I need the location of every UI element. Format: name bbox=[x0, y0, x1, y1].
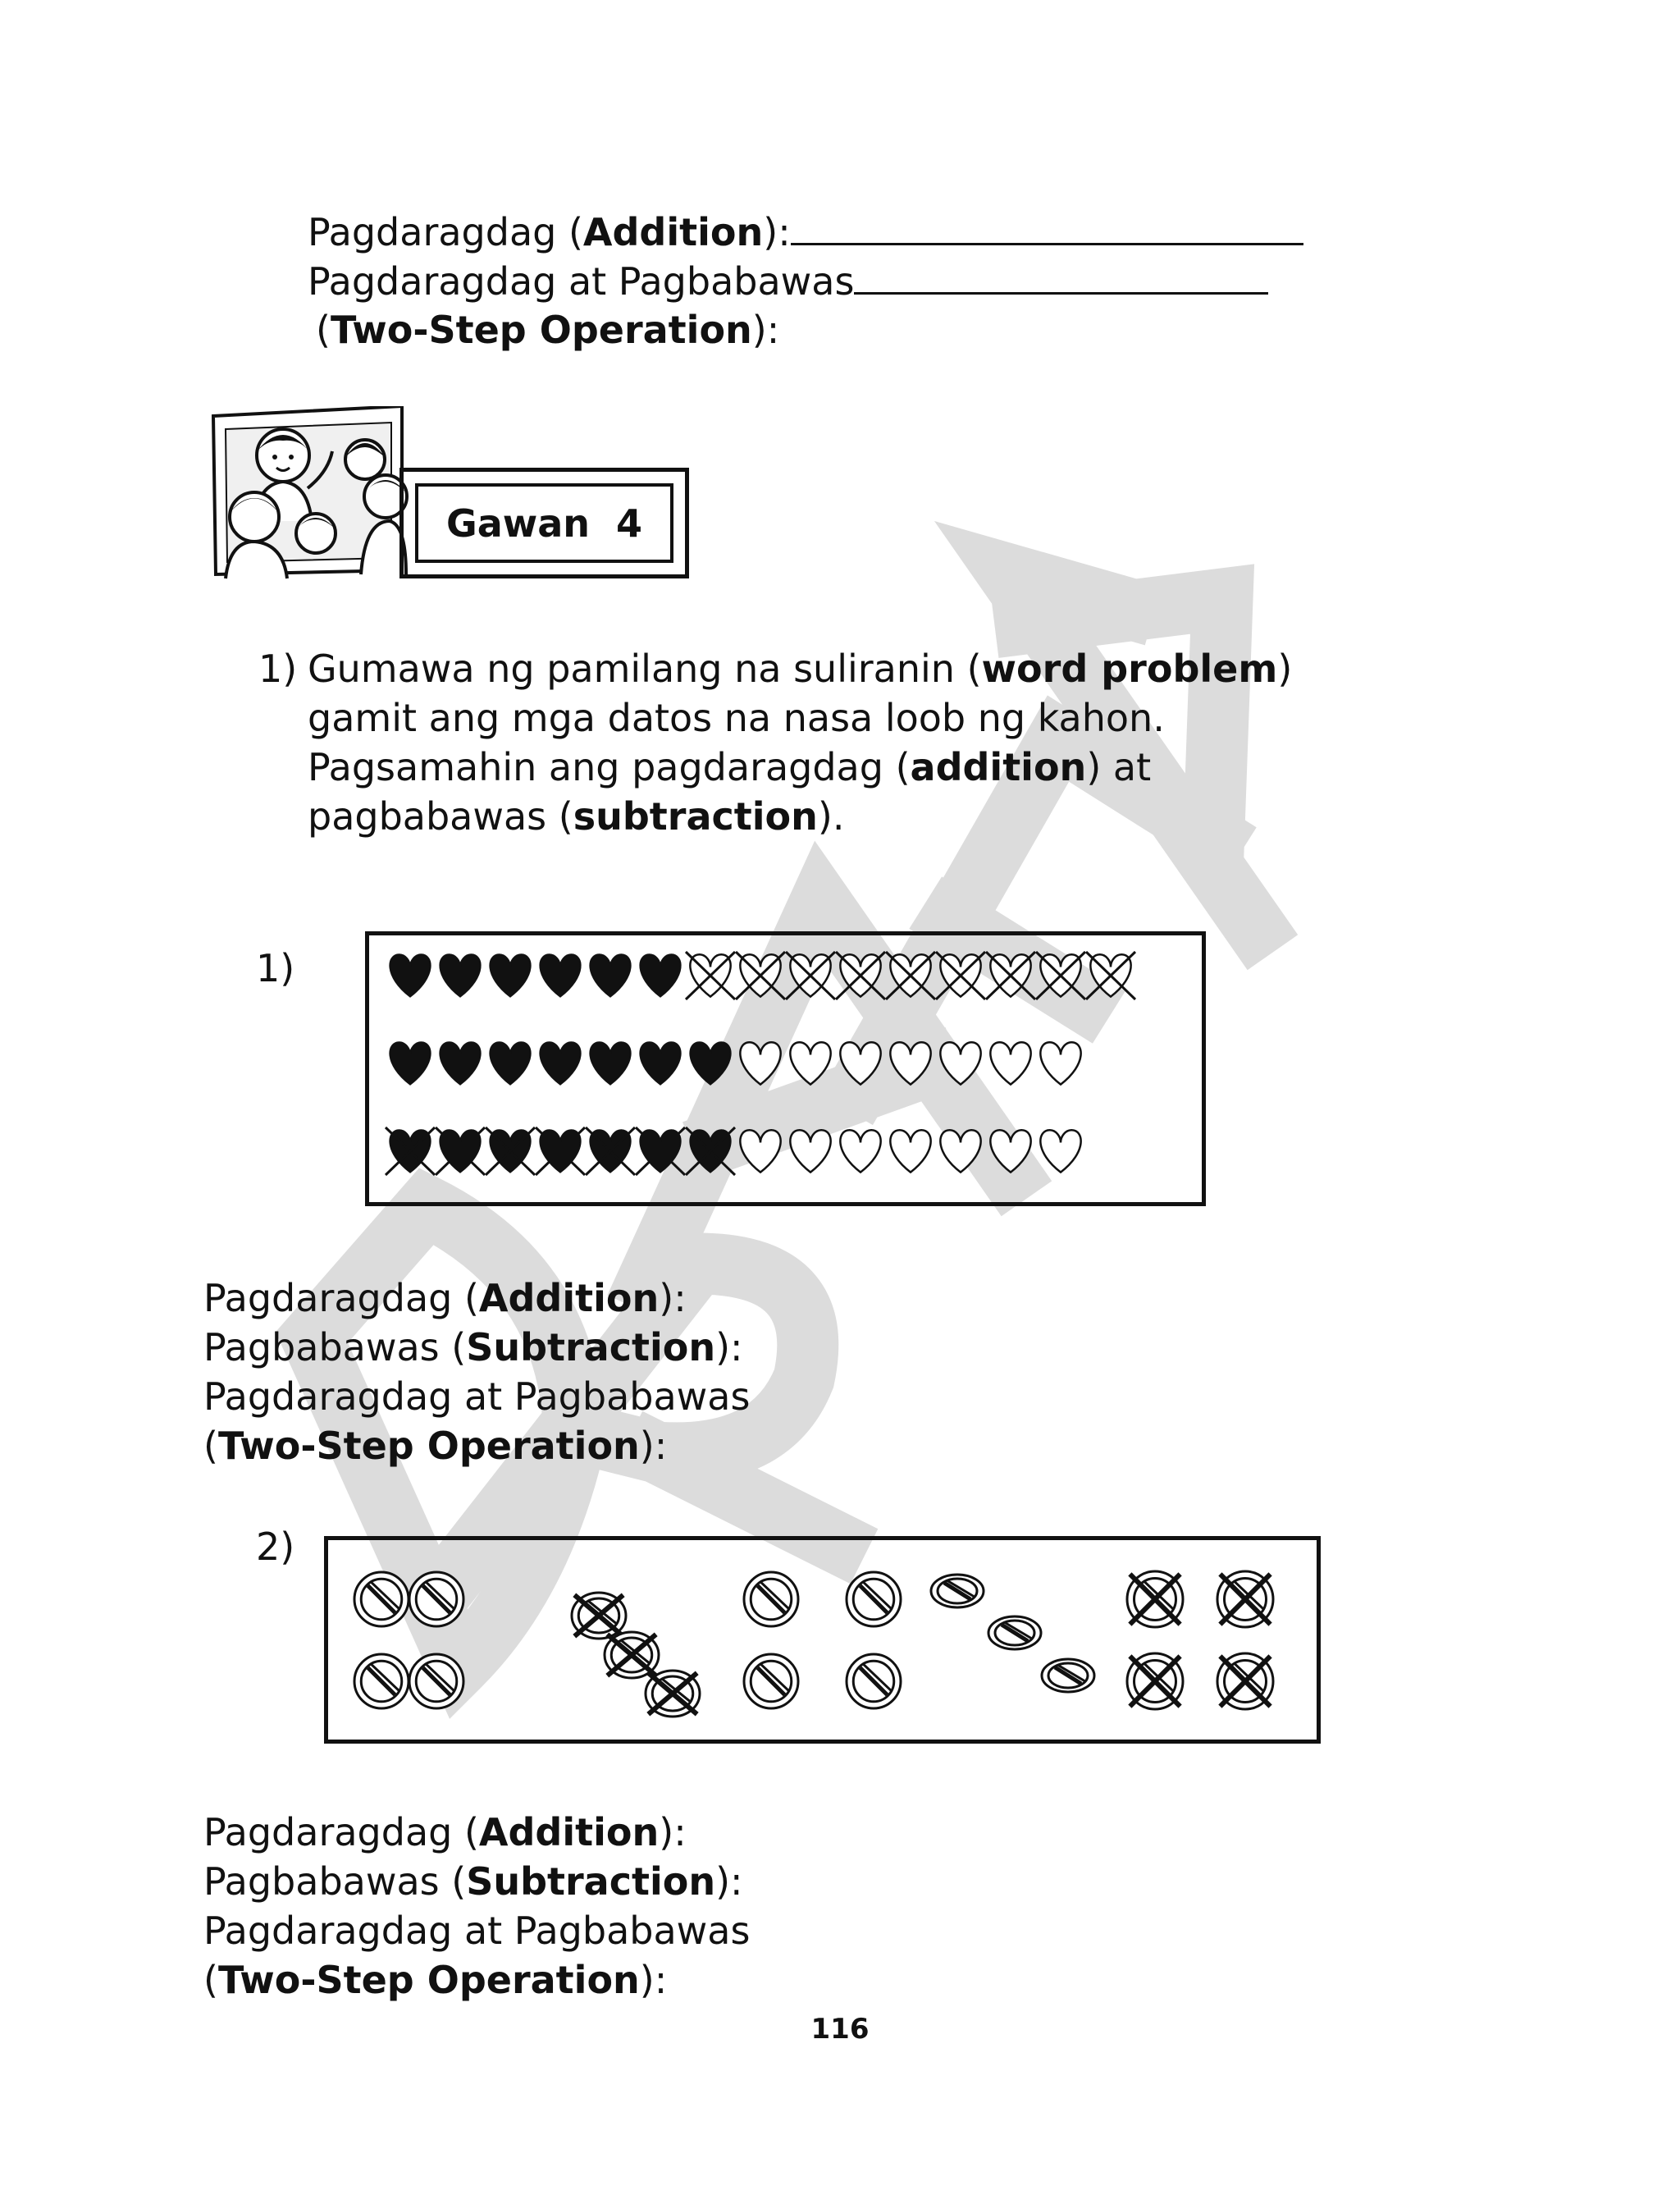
problem1-two-step-line: Pagdaragdag at Pagbabawas bbox=[203, 1374, 751, 1419]
problem2-subtraction-line bbox=[203, 1857, 743, 1906]
crossed-filled-heart-icon bbox=[536, 1127, 585, 1175]
crossed-empty-heart-icon bbox=[1036, 952, 1085, 999]
round-plate-icon bbox=[744, 1572, 798, 1626]
p2-addition-suffix: ): bbox=[659, 1810, 687, 1854]
p2-addition-bold: Addition bbox=[478, 1810, 660, 1854]
empty-heart-icon bbox=[890, 1130, 930, 1172]
crossed-empty-heart-icon bbox=[936, 952, 985, 999]
problem2-two-step-op-line bbox=[203, 1955, 667, 2005]
top-two-step-suffix: ): bbox=[751, 308, 780, 352]
crossed-filled-heart-icon bbox=[386, 1127, 435, 1175]
empty-heart-icon bbox=[1040, 1042, 1080, 1084]
empty-heart-icon bbox=[840, 1130, 880, 1172]
p2-two-step-suffix: ): bbox=[639, 1958, 668, 2002]
hearts-figure bbox=[369, 935, 1202, 1202]
round-plate-icon bbox=[1127, 1653, 1183, 1709]
empty-heart-icon bbox=[990, 1130, 1030, 1172]
crossed-filled-heart-icon bbox=[686, 1127, 735, 1175]
filled-heart-icon bbox=[640, 1042, 680, 1084]
p1-subtraction-suffix: ): bbox=[715, 1325, 743, 1369]
children-at-board-illustration bbox=[209, 406, 410, 583]
p1-subtraction-bold: Subtraction bbox=[466, 1325, 716, 1369]
filled-heart-icon bbox=[640, 954, 680, 996]
activity-title-box bbox=[399, 468, 689, 578]
problem1-number: 1) bbox=[256, 946, 295, 990]
top-two-step-blank[interactable] bbox=[854, 256, 1268, 295]
round-plate-icon bbox=[354, 1572, 409, 1626]
problem2-plates-box bbox=[324, 1536, 1321, 1744]
instruction-line-3 bbox=[308, 743, 1151, 792]
instruction-number: 1) bbox=[258, 647, 298, 691]
plates-figure bbox=[328, 1540, 1317, 1740]
instruction-line-2: gamit ang mga datos na nasa loob ng kahon. bbox=[308, 696, 1165, 740]
instruction-line-1 bbox=[308, 644, 1292, 693]
filled-heart-icon bbox=[590, 1042, 630, 1084]
instruction-line3-bold: addition bbox=[910, 745, 1087, 789]
round-plate-icon bbox=[409, 1572, 463, 1626]
round-plate-icon bbox=[847, 1654, 901, 1708]
problem1-subtraction-line bbox=[203, 1323, 743, 1372]
p2-two-step-paren: ( bbox=[203, 1958, 218, 2002]
instruction-line3-suffix: ) at bbox=[1086, 745, 1152, 789]
top-addition-blank[interactable] bbox=[791, 207, 1303, 245]
crossed-empty-heart-icon bbox=[836, 952, 885, 999]
filled-heart-icon bbox=[540, 1042, 580, 1084]
crossed-empty-heart-icon bbox=[1086, 952, 1135, 999]
problem2-number: 2) bbox=[256, 1525, 295, 1569]
crossed-empty-heart-icon bbox=[986, 952, 1035, 999]
problem2-addition-line bbox=[203, 1808, 687, 1857]
p2-subtraction-bold: Subtraction bbox=[466, 1859, 716, 1904]
empty-heart-icon bbox=[740, 1042, 780, 1084]
empty-heart-icon bbox=[790, 1042, 830, 1084]
round-plate-icon bbox=[847, 1572, 901, 1626]
filled-heart-icon bbox=[540, 954, 580, 996]
instruction-line1-prefix: Gumawa ng pamilang na suliranin ( bbox=[308, 647, 982, 691]
p2-subtraction-suffix: ): bbox=[715, 1859, 743, 1904]
filled-heart-icon bbox=[690, 1042, 730, 1084]
instruction-line1-bold: word problem bbox=[981, 647, 1278, 691]
round-plate-icon bbox=[1217, 1653, 1273, 1709]
p1-subtraction-prefix: Pagbabawas ( bbox=[203, 1325, 467, 1369]
top-two-step-line bbox=[308, 256, 1268, 306]
problem1-two-step-op-line bbox=[203, 1421, 667, 1470]
p1-two-step-paren: ( bbox=[203, 1424, 218, 1468]
top-two-step-paren: ( bbox=[316, 308, 331, 352]
p2-addition-prefix: Pagdaragdag ( bbox=[203, 1810, 479, 1854]
round-plate-icon bbox=[605, 1632, 659, 1678]
p1-addition-suffix: ): bbox=[659, 1276, 687, 1320]
p1-addition-prefix: Pagdaragdag ( bbox=[203, 1276, 479, 1320]
instruction-line1-suffix: ) bbox=[1277, 647, 1293, 691]
round-plate-icon bbox=[572, 1593, 626, 1639]
problem1-hearts-box bbox=[365, 931, 1206, 1206]
crossed-filled-heart-icon bbox=[486, 1127, 535, 1175]
activity-title: Gawan 4 bbox=[445, 501, 643, 546]
p1-two-step-suffix: ): bbox=[639, 1424, 668, 1468]
filled-heart-icon bbox=[440, 954, 480, 996]
empty-heart-icon bbox=[940, 1130, 980, 1172]
page-number: 116 bbox=[810, 2013, 870, 2046]
crossed-empty-heart-icon bbox=[786, 952, 835, 999]
activity-title-inner bbox=[415, 483, 673, 563]
round-plate-icon bbox=[1127, 1571, 1183, 1627]
crossed-filled-heart-icon bbox=[436, 1127, 485, 1175]
top-addition-bold: Addition bbox=[582, 210, 764, 254]
crossed-empty-heart-icon bbox=[686, 952, 735, 999]
instruction-line-4 bbox=[308, 792, 844, 841]
oval-plate-icon bbox=[1042, 1659, 1094, 1692]
filled-heart-icon bbox=[390, 954, 430, 996]
filled-heart-icon bbox=[590, 954, 630, 996]
empty-heart-icon bbox=[790, 1130, 830, 1172]
oval-plate-icon bbox=[988, 1616, 1041, 1649]
top-addition-prefix: Pagdaragdag ( bbox=[308, 210, 583, 254]
top-addition-line bbox=[308, 207, 1303, 257]
empty-heart-icon bbox=[890, 1042, 930, 1084]
instruction-line4-bold: subtraction bbox=[573, 794, 818, 839]
round-plate-icon bbox=[1217, 1571, 1273, 1627]
filled-heart-icon bbox=[440, 1042, 480, 1084]
filled-heart-icon bbox=[490, 1042, 530, 1084]
instruction-line4-suffix: ). bbox=[817, 794, 845, 839]
p2-two-step-bold: Two-Step Operation bbox=[217, 1958, 640, 2002]
problem2-two-step-line: Pagdaragdag at Pagbabawas bbox=[203, 1909, 751, 1953]
round-plate-icon bbox=[646, 1671, 700, 1717]
top-two-step-label: Pagdaragdag at Pagbabawas bbox=[308, 259, 855, 304]
empty-heart-icon bbox=[740, 1130, 780, 1172]
top-addition-suffix: ): bbox=[763, 210, 791, 254]
p1-addition-bold: Addition bbox=[478, 1276, 660, 1320]
p2-subtraction-prefix: Pagbabawas ( bbox=[203, 1859, 467, 1904]
top-two-step-op-line bbox=[316, 305, 779, 354]
instruction-line3-prefix: Pagsamahin ang pagdaragdag ( bbox=[308, 745, 911, 789]
empty-heart-icon bbox=[840, 1042, 880, 1084]
crossed-empty-heart-icon bbox=[886, 952, 935, 999]
top-two-step-bold: Two-Step Operation bbox=[330, 308, 752, 352]
crossed-filled-heart-icon bbox=[636, 1127, 685, 1175]
oval-plate-icon bbox=[931, 1575, 984, 1607]
crossed-empty-heart-icon bbox=[736, 952, 785, 999]
round-plate-icon bbox=[354, 1654, 409, 1708]
instruction-line4-prefix: pagbabawas ( bbox=[308, 794, 573, 839]
empty-heart-icon bbox=[990, 1042, 1030, 1084]
empty-heart-icon bbox=[1040, 1130, 1080, 1172]
p1-two-step-bold: Two-Step Operation bbox=[217, 1424, 640, 1468]
empty-heart-icon bbox=[940, 1042, 980, 1084]
filled-heart-icon bbox=[490, 954, 530, 996]
round-plate-icon bbox=[744, 1654, 798, 1708]
filled-heart-icon bbox=[390, 1042, 430, 1084]
problem1-addition-line bbox=[203, 1273, 687, 1323]
round-plate-icon bbox=[409, 1654, 463, 1708]
crossed-filled-heart-icon bbox=[586, 1127, 635, 1175]
